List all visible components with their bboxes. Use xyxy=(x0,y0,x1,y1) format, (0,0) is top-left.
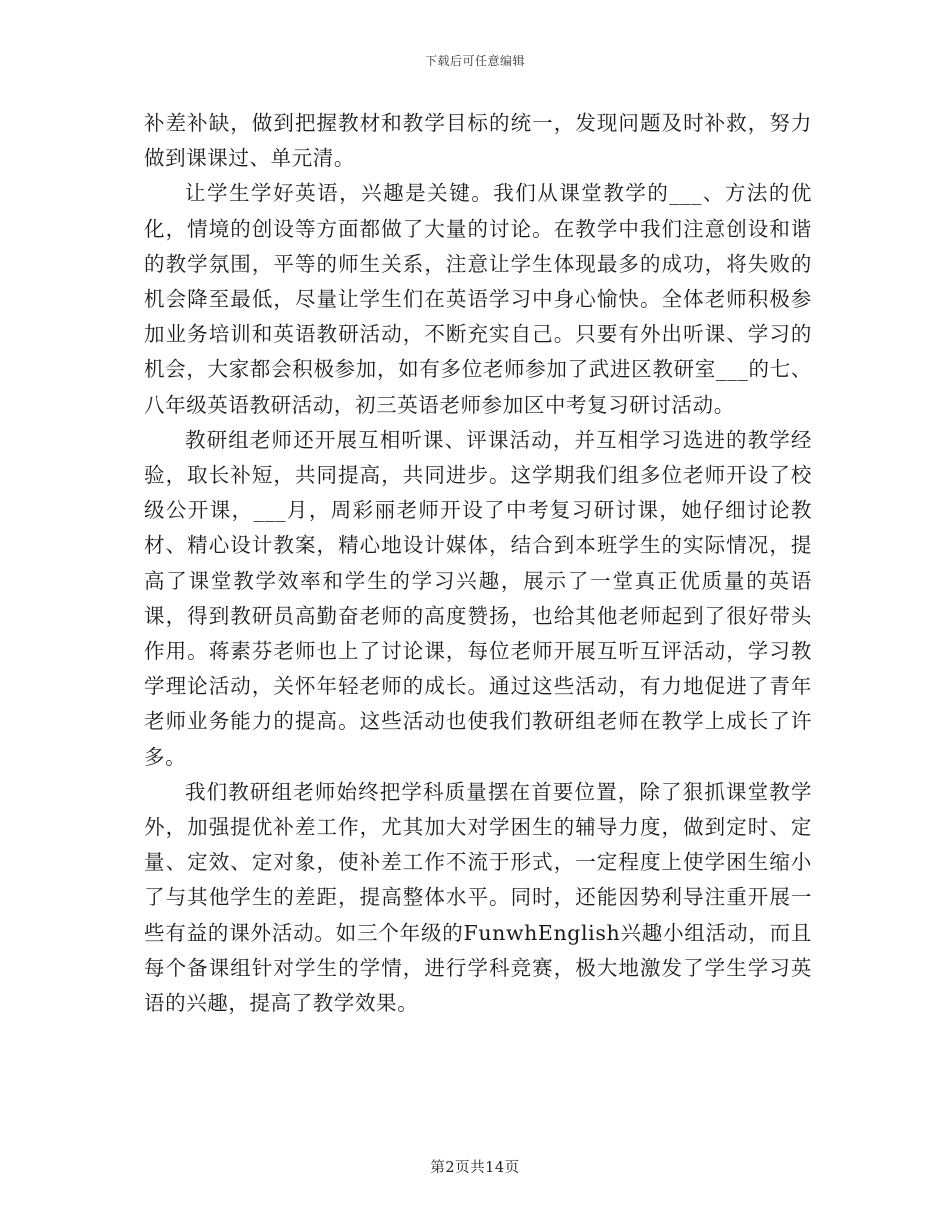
paragraph-4: 我们教研组老师始终把学科质量摆在首要位置，除了狠抓课堂教学外，加强提优补差工作，尤其加大对学困生的辅导力度，做到定时、定量、定效、定对象，使补差工作不流于形式，一定程度上使学困生缩小了与其他学生的差距，提高整体水平。同时，还能因势利导注重开展一些有益的课外活动。如三个年级的FunwhEnglish兴趣小组活动，而且每个备课组针对学生的学情，进行学科竞赛，极大地激发了学生学习英语的兴趣，提高了教学效果。 xyxy=(144,779,812,1016)
page-footer: 第2页共14页 xyxy=(430,1160,520,1176)
document-body xyxy=(144,106,812,1021)
paragraph-3: 教研组老师还开展互相听课、评课活动，并互相学习选进的教学经验，取长补短，共同提高，共同进步。这学期我们组多位老师开设了校级公开课，___月，周彩丽老师开设了中考复习研讨课，她仔细讨论教材、精心设计教案，精心地设计媒体，结合到本班学生的实际情况，提高了课堂教学效率和学生的学习兴趣，展示了一堂真正优质量的英语课，得到教研员高勤奋老师的高度赞扬，也给其他老师起到了很好带头作用。蒋素芬老师也上了讨论课，每位老师开展互听互评活动，学习教学理论活动，关怀年轻老师的成长。通过这些活动，有力地促进了青年老师业务能力的提高。这些活动也使我们教研组老师在教学上成长了许多。 xyxy=(144,427,812,769)
paragraph-2: 让学生学好英语，兴趣是关键。我们从课堂教学的___、方法的优化，情境的创设等方面都做了大量的讨论。在教学中我们注意创设和谐的教学氛围，平等的师生关系，注意让学生体现最多的成功，将失败的机会降至最低，尽量让学生们在英语学习中身心愉快。全体老师积极参加业务培训和英语教研活动，不断充实自己。只要有外出听课、学习的机会，大家都会积极参加，如有多位老师参加了武进区教研室___的七、八年级英语教研活动，初三英语老师参加区中考复习研讨活动。 xyxy=(144,181,812,417)
page-header: 下载后可任意编辑 xyxy=(424,54,525,68)
paragraph-1: 补差补缺，做到把握教材和教学目标的统一，发现问题及时补救，努力做到课课过、单元清。 xyxy=(144,111,812,171)
